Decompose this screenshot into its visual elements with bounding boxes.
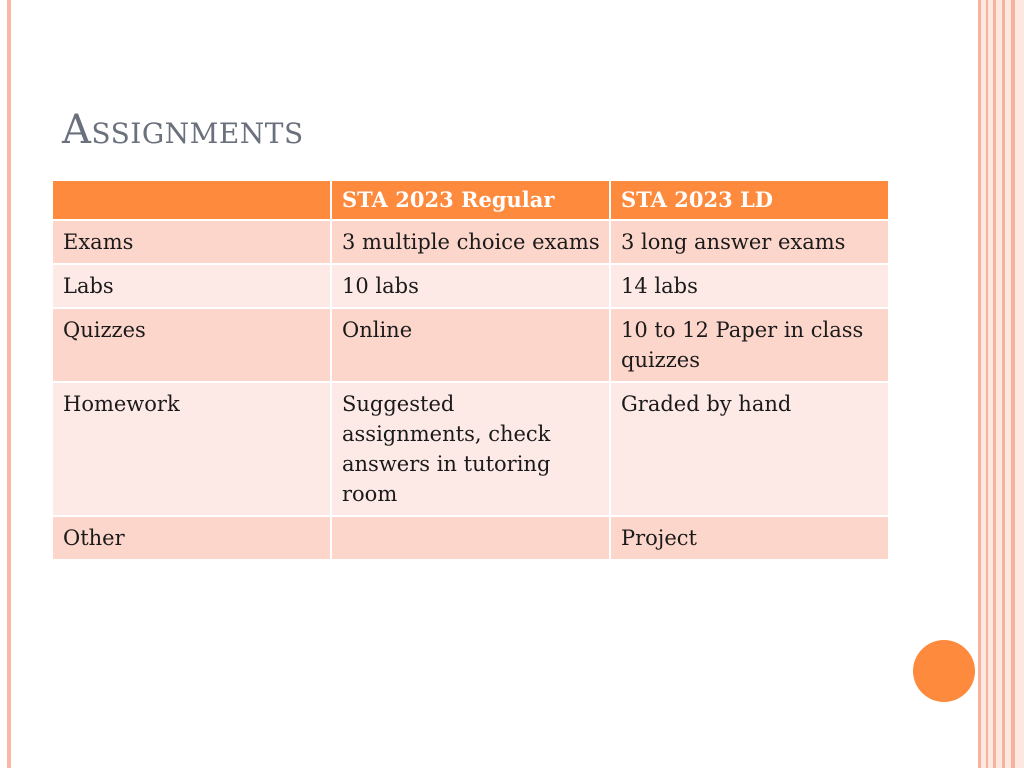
regular-cell: Suggested assignments, check answers in tutoring room <box>331 382 610 516</box>
row-label: Other <box>52 516 331 560</box>
stripe <box>978 0 981 768</box>
row-label: Homework <box>52 382 331 516</box>
ld-cell: 3 long answer exams <box>610 220 889 264</box>
header-cell-ld: STA 2023 LD <box>610 180 889 220</box>
slide-title: Assignments <box>62 107 304 153</box>
header-cell-regular: STA 2023 Regular <box>331 180 610 220</box>
stripe <box>1011 0 1015 768</box>
stripe <box>993 0 996 768</box>
ld-cell: Project <box>610 516 889 560</box>
regular-cell: 3 multiple choice exams <box>331 220 610 264</box>
table-row <box>52 516 889 560</box>
ld-cell: Graded by hand <box>610 382 889 516</box>
assignments-table <box>51 179 890 561</box>
header-cell-blank <box>52 180 331 220</box>
decorative-orange-circle <box>913 640 975 702</box>
table-row <box>52 308 889 382</box>
table-row <box>52 220 889 264</box>
row-label: Labs <box>52 264 331 308</box>
regular-cell <box>331 516 610 560</box>
regular-cell: Online <box>331 308 610 382</box>
row-label: Exams <box>52 220 331 264</box>
regular-cell: 10 labs <box>331 264 610 308</box>
right-decorative-stripes <box>978 0 1024 768</box>
table-row <box>52 382 889 516</box>
ld-cell: 14 labs <box>610 264 889 308</box>
table-row <box>52 264 889 308</box>
table-header-row <box>52 180 889 220</box>
stripe <box>986 0 988 768</box>
stripe <box>1002 0 1005 768</box>
left-border-line <box>7 0 11 768</box>
ld-cell: 10 to 12 Paper in class quizzes <box>610 308 889 382</box>
row-label: Quizzes <box>52 308 331 382</box>
